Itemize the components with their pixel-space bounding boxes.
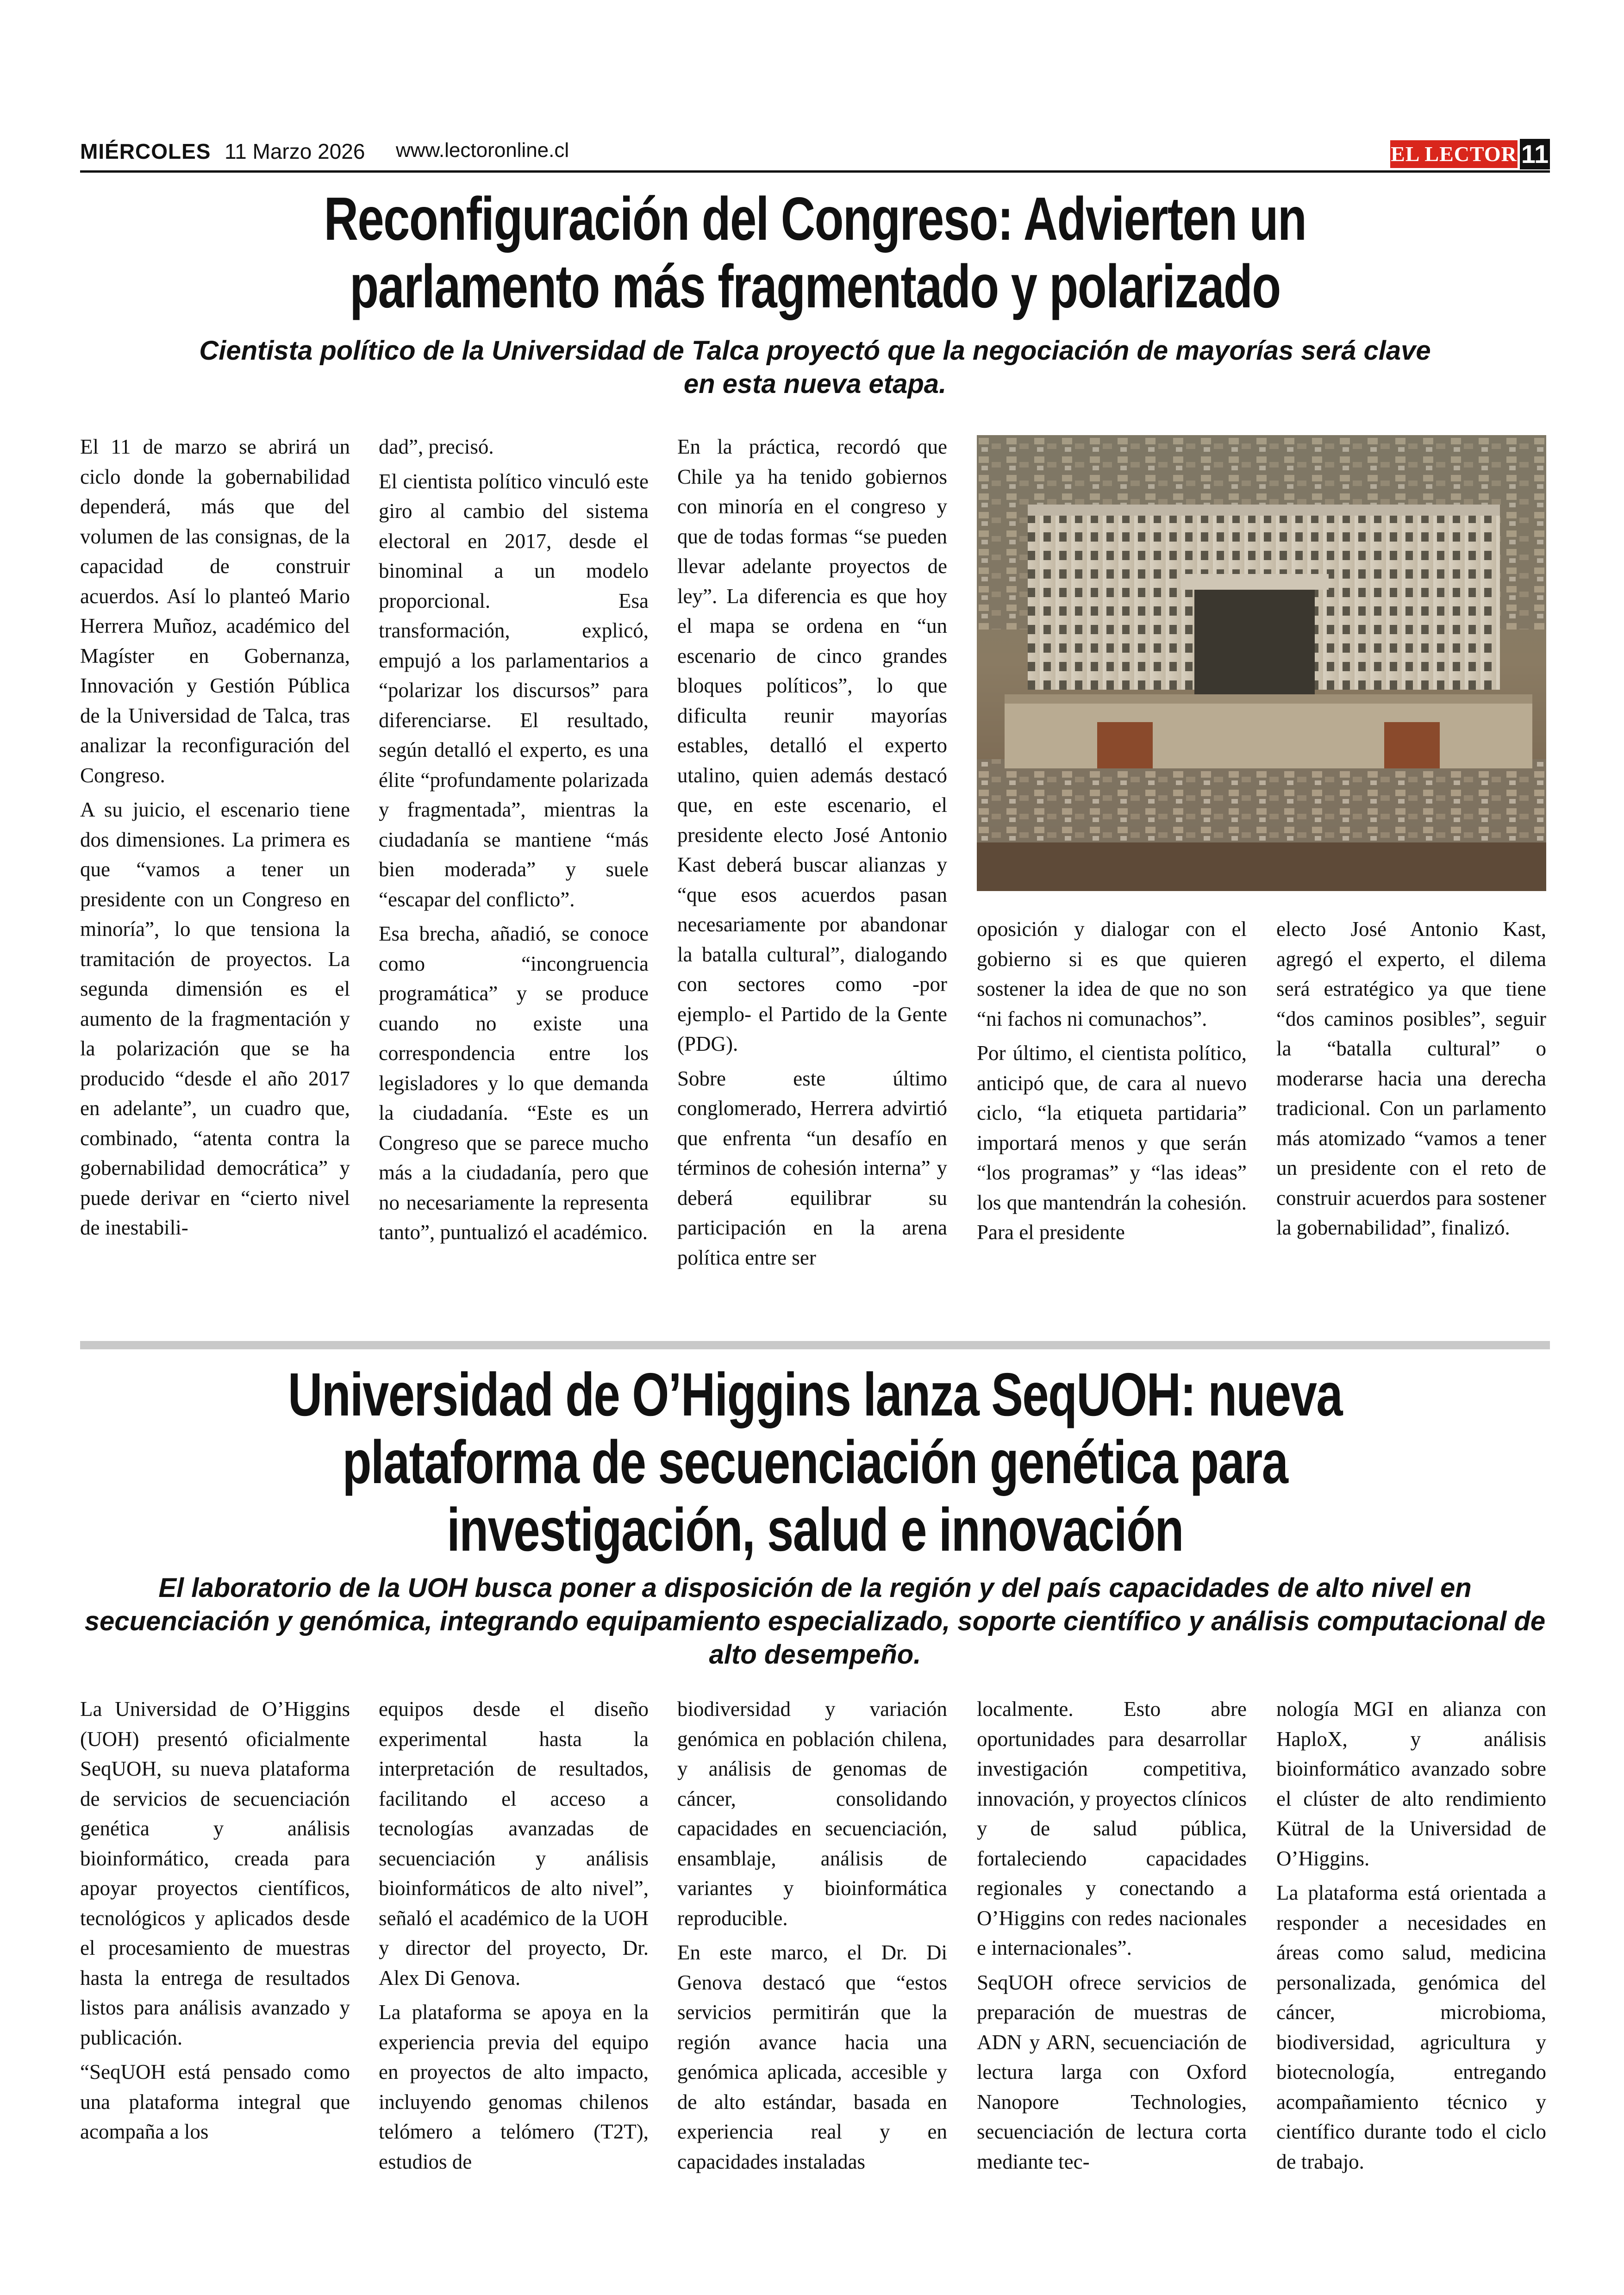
paragraph: En este marco, el Dr. Di Genova destacó que “estos servicios permitirán que la región avance hacia una genómica aplicada, accesible y de alto estándar, basada en experiencia real y en capacidades instaladas [677,1941,947,2173]
paragraph: El cientista político vinculó este giro al cambio del sistema electoral en 2017, desde el binominal a un modelo proporcional. Esa transformación, explicó, empujó a los parlamentarios a “polarizar los discursos” para diferenciarse. El resultado, según detalló el experto, es una élite “profundamente polarizada y fragmentada”, mientras la ciudadanía se mantiene “más bien moderada” y suele “escapar del conflicto”. [379,469,649,911]
paragraph: Esa brecha, añadió, se conoce como “incongruencia programática” y se produce cuando no existe una correspondencia entre los legisladores y lo que demanda la ciudadanía. “Este es un Congreso que se parece mucho más a la ciudadanía, pero que no necesariamente la representa tanto”, puntualizó el académico. [379,922,649,1244]
paragraph: Por último, el cientista político, anticipó que, de cara al nuevo ciclo, “la etiqueta partidaria” importará menos y que serán “los programas” y “las ideas” los que mantendrán la cohesión. Para el presidente [977,1041,1247,1244]
article1-column-5 [1276,914,1546,1247]
article1-column-3 [677,432,947,1277]
article1-headline: Reconfiguración del Congreso: Advierten un parlamento más fragmentado y polarizado [324,185,1306,320]
paragraph: SeqUOH ofrece servicios de preparación de muestras de ADN y ARN, secuenciación de lectura larga con Oxford Nanopore Technologies, secuenciación de lectura corta mediante tec- [977,1971,1247,2173]
paragraph: A su juicio, el escenario tiene dos dimensiones. La primera es que “vamos a tener un presidente con un Congreso en minoría”, lo que tensiona la tramitación de proyectos. La segunda dimensión es el aumento de la fragmentación y la polarización que se ha producido “desde el año 2017 en adelante”, un cuadro que, combinado, “atenta contra la gobernabilidad democrática” y puede derivar en “cierto nivel de inestabili- [80,798,350,1239]
edition-day: MIÉRCOLES [80,139,211,163]
paragraph: La plataforma está orientada a responder a necesidades en áreas como salud, medicina personalizada, genómica del cáncer, microbioma, biodiversidad, agricultura y biotecnología, entregando acompañamiento técnico y científico durante todo el ciclo de trabajo. [1276,1881,1546,2173]
article2-column-2 [379,1694,649,2181]
article2-column-4 [977,1694,1247,2181]
paragraph: biodiversidad y variación genómica en población chilena, y análisis de genomas de cáncer, consolidando capacidades en secuenciación, ensamblaje, análisis de variantes y bioinformática reproducible. [677,1697,947,1930]
article2-headline: Universidad de O’Higgins lanza SeqUOH: nueva plataforma de secuenciación genética para investigación, salud e innovación [287,1360,1343,1564]
paragraph: electo José Antonio Kast, agregó el experto, el dilema será estratégico ya que tiene “dos caminos posibles”, seguir la “batalla cultural” o moderarse hacia una derecha tradicional. Con un parlamento más atomizado “vamos a tener un presidente con el reto de construir acuerdos para sostener la gobernabilidad”, finalizó. [1276,917,1546,1239]
article1-subhead: Cientista político de la Universidad de Talca proyectó que la negociación de mayorías será clave en esta nueva etapa. [199,336,1431,399]
paragraph: dad”, precisó. [379,435,494,458]
paragraph: localmente. Esto abre oportunidades para desarrollar investigación competitiva, innovación, y proyectos clínicos y de salud pública, fortaleciendo capacidades regionales y conectando a O’Higgins con redes nacionales e internacionales”. [977,1697,1247,1959]
article2-column-5 [1276,1694,1546,2181]
paragraph: En la práctica, recordó que Chile ya ha tenido gobiernos con minoría en el congreso y que de todas formas “se pueden llevar adelante proyectos de ley”. La diferencia es que hoy el mapa se ordena en “un escenario de cinco grandes bloques políticos”, lo que dificulta reunir mayorías estables, detalló el experto utalino, quien además destacó que, en este escenario, el presidente electo José Antonio Kast deberá buscar alianzas y “que esos acuerdos pasan necesariamente por abandonar la batalla cultural”, dialogando con sectores como -por ejemplo- el Partido de la Gente (PDG). [677,435,947,1055]
paragraph: El 11 de marzo se abrirá un ciclo donde la gobernabilidad dependerá, más que del volumen de las consignas, de la capacidad de construir acuerdos. Así lo planteó Mario Herrera Muñoz, académico del Magíster en Gobernanza, Innovación y Gestión Pública de la Universidad de Talca, tras analizar la reconfiguración del Congreso. [80,435,350,787]
paragraph: equipos desde el diseño experimental hasta la interpretación de resultados, facilitando el acceso a tecnologías avanzadas de secuenciación y análisis bioinformáticos de alto nivel”, señaló el académico de la UOH y director del proyecto, Dr. Alex Di Genova. [379,1697,649,1989]
section-separator [80,1341,1550,1349]
paragraph: La Universidad de O’Higgins (UOH) presentó oficialmente SeqUOH, su nueva plataforma de servicios de secuenciación genética y análisis bioinformático, creada para apoyar proyectos científicos, tecnológicos y aplicados desde el procesamiento de muestras hasta la entrega de resultados listos para análisis avanzado y publicación. [80,1697,350,2049]
header-rule [80,170,1550,173]
paragraph: oposición y dialogar con el gobierno si es que quieren sostener la idea de que no son “ni fachos ni comunachos”. [977,917,1247,1030]
website-url[interactable]: www.lectoronline.cl [396,139,569,162]
congress-building-photo [977,435,1546,891]
article2-column-1 [80,1694,350,2152]
article1-column-1 [80,432,350,1247]
paragraph: La plataforma se apoya en la experiencia previa del equipo en proyectos de alto impacto, incluyendo genomas chilenos telómero a telómero (T2T), estudios de [379,2001,649,2173]
page-number: 11 [1520,139,1550,169]
paragraph: Sobre este último conglomerado, Herrera advirtió que enfrenta “un desafío en términos de cohesión interna” y deberá equilibrar su participación en la arena política entre ser [677,1066,947,1269]
newspaper-logo: EL LECTOR [1390,140,1518,168]
article1-column-2 [379,432,649,1252]
edition-date: 11 Marzo 2026 [225,139,365,163]
article1-column-4 [977,914,1247,1252]
paragraph: “SeqUOH está pensado como una plataforma integral que acompaña a los [80,2060,350,2143]
paragraph: nología MGI en alianza con HaploX, y análisis bioinformático avanzado sobre el clúster de alto rendimiento Kütral de la Universidad de O’Higgins. [1276,1697,1546,1870]
article2-column-3 [677,1694,947,2181]
article2-subhead: El laboratorio de la UOH busca poner a disposición de la región y del país capacidades de alto nivel en secuenciación y genómica, integrando equipamiento especializado, soporte científico y análisis computacional de alto desempeño. [84,1573,1546,1670]
